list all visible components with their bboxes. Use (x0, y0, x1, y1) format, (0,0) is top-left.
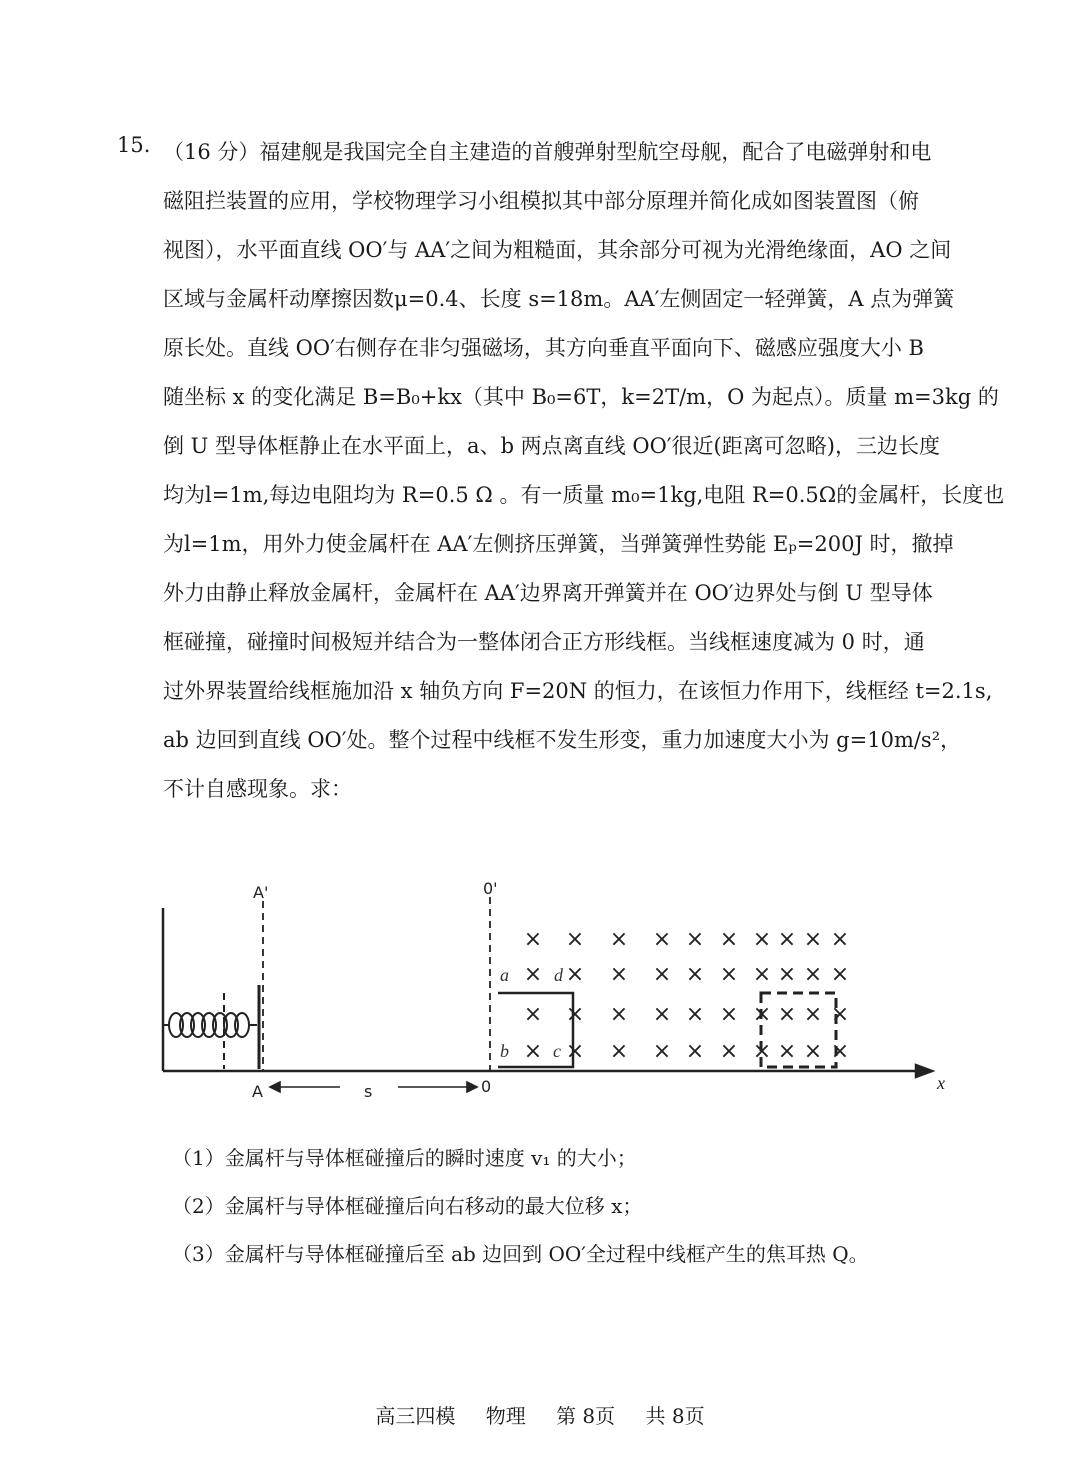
field-cross: × (609, 1002, 629, 1027)
field-cross: × (777, 927, 797, 952)
question-line: 随坐标 x 的变化满足 B=B₀+kx（其中 B₀=6T，k=2T/m，O 为起点）。质量 m=3kg 的 (163, 385, 999, 409)
field-cross: × (652, 1002, 672, 1027)
field-cross: × (803, 927, 823, 952)
question-number: 15. (117, 133, 151, 157)
label-frame-a: a (500, 965, 509, 985)
field-cross: × (685, 962, 705, 987)
footer-exam: 高三四模 (375, 1404, 456, 1428)
field-cross: × (565, 927, 585, 952)
field-cross: × (830, 962, 850, 987)
field-cross: × (523, 1039, 543, 1064)
field-cross: × (719, 962, 739, 987)
field-cross: × (565, 1039, 585, 1064)
field-cross: × (609, 927, 629, 952)
label-o-prime: 0' (483, 879, 498, 898)
label-o: 0 (481, 1077, 492, 1096)
subquestion-1: （1）金属杆与导体框碰撞后的瞬时速度 v₁ 的大小； (172, 1146, 637, 1170)
field-cross: × (523, 1002, 543, 1027)
left-wall (163, 908, 490, 1071)
question-line: 磁阻拦装置的应用，学校物理学习小组模拟其中部分原理并简化成如图装置图（俯 (163, 189, 919, 213)
question-line: 原长处。直线 OO′右侧存在非匀强磁场，其方向垂直平面向下、磁感应强度大小 B (163, 336, 924, 360)
label-s: s (364, 1082, 373, 1101)
field-cross: × (719, 1002, 739, 1027)
page-footer (0, 1400, 1080, 1429)
field-cross: × (752, 1039, 772, 1064)
field-cross: × (565, 1002, 585, 1027)
field-cross: × (652, 1039, 672, 1064)
label-frame-c: c (553, 1041, 561, 1061)
question-line: 外力由静止释放金属杆，金属杆在 AA′边界离开弹簧并在 OO′边界处与倒 U 型导体 (163, 581, 933, 605)
distance-s-arrows (270, 1082, 477, 1092)
footer-subject: 物理 (485, 1404, 526, 1428)
question-line: 均为l=1m,每边电阻均为 R=0.5 Ω 。有一质量 m₀=1kg,电阻 R=0.5Ω的金属杆，长度也 (163, 483, 1005, 507)
subquestion-2: （2）金属杆与导体框碰撞后向右移动的最大位移 x； (172, 1194, 643, 1218)
question-line: 视图），水平面直线 OO′与 AA′之间为粗糙面，其余部分可视为光滑绝缘面，AO 之间 (163, 238, 952, 262)
label-frame-b: b (500, 1041, 509, 1061)
label-x: x (937, 1073, 945, 1093)
question-line: ab 边回到直线 OO′处。整个过程中线框不发生形变，重力加速度大小为 g=10m/s²， (163, 728, 962, 752)
question-line: 框碰撞，碰撞时间极短并结合为一整体闭合正方形线框。当线框速度减为 0 时，通 (163, 630, 925, 654)
field-cross: × (565, 962, 585, 987)
field-cross: × (803, 962, 823, 987)
footer-total: 共 8页 (645, 1404, 705, 1428)
field-cross: × (523, 927, 543, 952)
field-cross: × (777, 1039, 797, 1064)
field-cross: × (830, 1002, 850, 1027)
field-cross: × (719, 1039, 739, 1064)
field-cross: × (752, 1002, 772, 1027)
field-cross: × (803, 1002, 823, 1027)
question-line: 不计自感现象。求： (163, 777, 352, 801)
label-frame-d: d (554, 965, 563, 985)
field-cross: × (685, 927, 705, 952)
field-cross: × (719, 927, 739, 952)
apparatus-diagram (150, 875, 960, 1105)
field-cross: × (830, 1039, 850, 1064)
field-cross: × (652, 962, 672, 987)
question-line: （16 分）福建舰是我国完全自主建造的首艘弹射型航空母舰，配合了电磁弹射和电 (163, 140, 932, 164)
field-cross: × (777, 962, 797, 987)
field-cross: × (752, 962, 772, 987)
field-cross: × (752, 927, 772, 952)
field-cross: × (803, 1039, 823, 1064)
label-a: A (252, 1082, 263, 1101)
question-text (163, 128, 1005, 814)
field-cross: × (609, 1039, 629, 1064)
frame-later-position (761, 993, 836, 1067)
question-line: 过外界装置给线框施加沿 x 轴负方向 F=20N 的恒力，在该恒力作用下，线框经 t=2.1s, (163, 679, 993, 703)
field-cross: × (777, 1002, 797, 1027)
spring (163, 1013, 257, 1037)
label-a-prime: A' (253, 883, 269, 902)
question-line: 区域与金属杆动摩擦因数μ=0.4、长度 s=18m。AA′左侧固定一轻弹簧，A 点为弹簧 (163, 287, 955, 311)
field-cross: × (830, 927, 850, 952)
question-line: 倒 U 型导体框静止在水平面上，a、b 两点离直线 OO′很近(距离可忽略)，三边长度 (163, 434, 940, 458)
footer-page: 第 8页 (556, 1404, 616, 1428)
subquestion-3: （3）金属杆与导体框碰撞后至 ab 边回到 OO′全过程中线框产生的焦耳热 Q。 (172, 1242, 869, 1266)
field-cross: × (523, 962, 543, 987)
field-cross: × (652, 927, 672, 952)
field-cross: × (685, 1039, 705, 1064)
question-line: 为l=1m，用外力使金属杆在 AA′左侧挤压弹簧，当弹簧弹性势能 Eₚ=200J 时，撤掉 (163, 532, 954, 556)
field-cross: × (609, 962, 629, 987)
field-cross: × (685, 1002, 705, 1027)
